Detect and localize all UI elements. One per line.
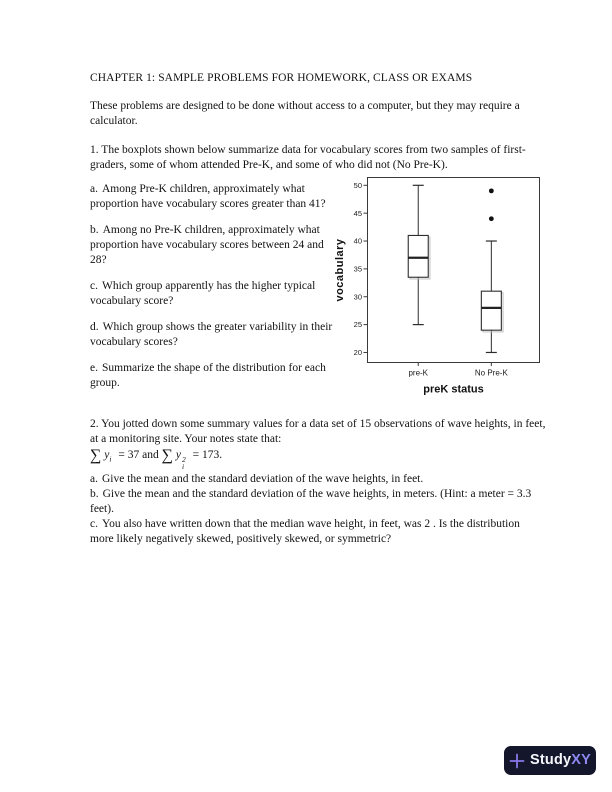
y-tick-label: 35 xyxy=(353,264,362,274)
studyxy-logo-badge[interactable] xyxy=(504,746,596,775)
question-c-text: Which group apparently has the higher typical vocabulary score? xyxy=(90,280,316,307)
page-title: CHAPTER 1: SAMPLE PROBLEMS FOR HOMEWORK, CLASS OR EXAMS xyxy=(90,72,473,84)
subscript-i: i xyxy=(109,454,112,464)
variable-y: y xyxy=(175,449,181,461)
part-c xyxy=(90,517,546,547)
question-b-text: Among no Pre-K children, approximately what proportion have vocabulary scores between 24 and 28? xyxy=(90,224,324,266)
question-b xyxy=(90,223,338,268)
question-a-label: a. xyxy=(90,183,98,195)
sum-value-1: = 37 xyxy=(118,449,140,461)
part-b-label: b. xyxy=(90,488,99,500)
question-d xyxy=(90,320,338,350)
outlier-point xyxy=(489,216,494,221)
y-tick-label: 20 xyxy=(353,348,362,358)
problem2-block xyxy=(90,417,546,547)
part-c-label: c. xyxy=(90,518,98,530)
y-tick-label: 40 xyxy=(353,236,362,246)
problem2-statement: 2. You jotted down some summary values for a data set of 15 observations of wave heights, in feet, at a monitoring site. Your notes state that: xyxy=(90,418,546,445)
part-a-text: Give the mean and the standard deviation of the wave heights, in feet. xyxy=(101,473,424,485)
conjunction: and xyxy=(142,449,159,461)
question-c-label: c. xyxy=(90,280,98,292)
x-axis-title: preK status xyxy=(423,383,484,396)
variable-y: y xyxy=(104,449,110,461)
question-a xyxy=(90,182,338,212)
part-b-text: Give the mean and the standard deviation of the wave heights, in meters. (Hint: a meter = 3.3 feet). xyxy=(90,488,532,515)
logo-xy-text: XY xyxy=(571,752,592,769)
vocabulary-boxplot-chart xyxy=(330,167,562,401)
plus-icon xyxy=(509,753,525,769)
subscript-i: i xyxy=(181,461,185,471)
sigma-symbol: ∑ xyxy=(161,447,173,464)
outlier-point xyxy=(489,188,494,193)
supsub-stack xyxy=(182,457,186,470)
problem1-statement: 1. The boxplots shown below summarize data for vocabulary scores from two samples of first-graders, some of whom attended Pre-K, and some of who did not (No Pre-K). xyxy=(90,144,526,171)
part-a-label: a. xyxy=(90,473,98,485)
plot-frame xyxy=(368,178,540,363)
question-d-label: d. xyxy=(90,321,99,333)
iqr-box xyxy=(408,235,428,277)
question-c xyxy=(90,279,338,309)
part-a xyxy=(90,472,546,487)
y-tick-label: 25 xyxy=(353,320,362,330)
question-e-text: Summarize the shape of the distribution for each group. xyxy=(90,362,326,389)
question-d-text: Which group shows the greater variability in their vocabulary scores? xyxy=(90,321,333,348)
question-e xyxy=(90,361,338,391)
superscript-2: 2 xyxy=(181,455,186,464)
part-b xyxy=(90,487,546,517)
y-tick-label: 45 xyxy=(353,208,362,218)
x-category-label: No Pre-K xyxy=(474,368,508,378)
x-category-label: pre-K xyxy=(408,368,429,378)
problem1-questions xyxy=(90,182,338,391)
logo-study-text: Study xyxy=(529,752,572,769)
iqr-box xyxy=(481,291,501,330)
question-e-label: e. xyxy=(90,362,98,374)
question-b-label: b. xyxy=(90,224,99,236)
y-tick-label: 30 xyxy=(353,292,362,302)
y-tick-label: 50 xyxy=(353,180,362,190)
y-axis-title: vocabulary xyxy=(334,238,346,302)
intro-paragraph: These problems are designed to be done without access to a computer, but they may require a calculator. xyxy=(90,100,520,127)
boxplot-svg xyxy=(330,167,562,401)
summary-notation xyxy=(90,448,546,470)
sigma-symbol: ∑ xyxy=(90,447,102,464)
logo-wordmark xyxy=(530,753,591,768)
sum-value-2: = 173. xyxy=(192,449,223,461)
question-a-text: Among Pre-K children, approximately what proportion have vocabulary scores greater than 41? xyxy=(90,183,326,210)
part-c-text: You also have written down that the median wave height, in feet, was 2 . Is the distribution more likely negatively skewed, positively skewed, or symmetric? xyxy=(90,518,520,545)
